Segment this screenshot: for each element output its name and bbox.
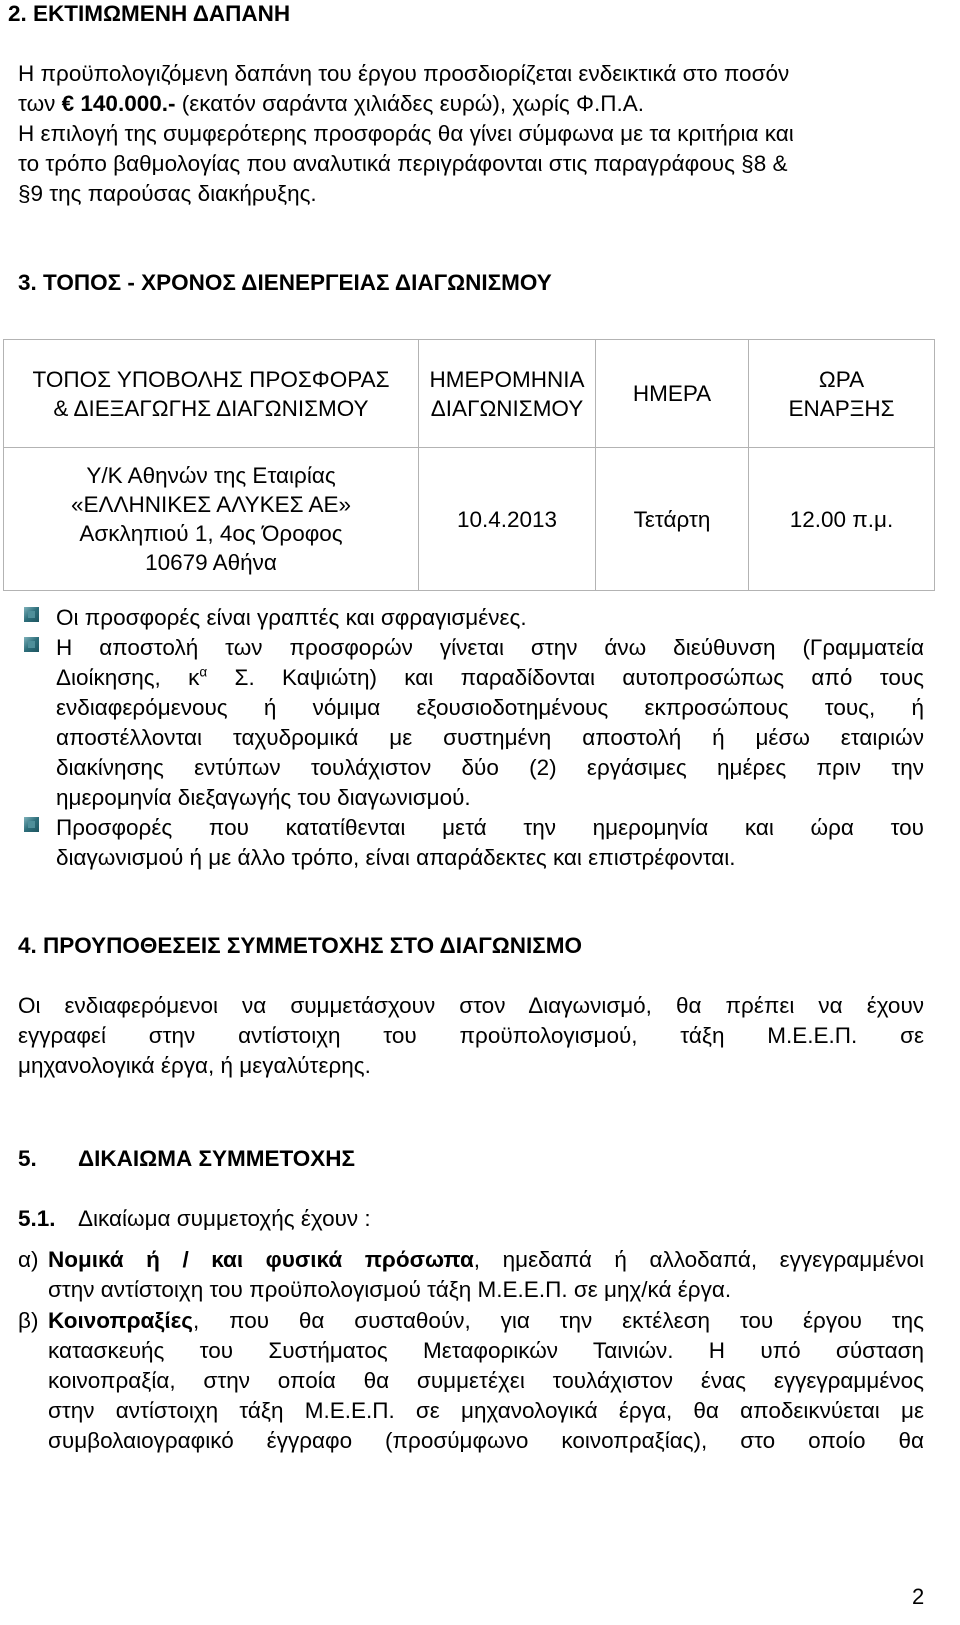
- item-b-line-5: συμβολαιογραφικό έγγραφο (προσύμφωνο κοινοπραξίας), στο οποίο θα: [48, 1428, 924, 1453]
- section-2-heading: 2. ΕΚΤΙΜΩΜΕΝΗ ΔΑΠΑΝΗ: [8, 1, 291, 26]
- header-time: [749, 340, 935, 448]
- item-b-line-4: στην αντίστοιχη τάξη Μ.Ε.Ε.Π. σε μηχανολογικά έργα, θα αποδεικνύεται με: [48, 1398, 924, 1423]
- item-a-line-2: στην αντίστοιχη του προϋπολογισμού τάξη Μ.Ε.Ε.Π. σε μηχ/κά έργα.: [48, 1277, 732, 1302]
- bullet-2-line-1: Η αποστολή των προσφορών γίνεται στην άνω διεύθυνση (Γραμματεία: [56, 635, 924, 660]
- section-2-paragraph-1-line-1: Η προϋπολογιζόμενη δαπάνη του έργου προσδιορίζεται ενδεικτικά στο ποσόν: [18, 61, 790, 86]
- header-date-line-1: ΗΜΕΡΟΜΗΝΙΑ: [429, 366, 585, 392]
- text-span: , ημεδαπά ή αλλοδαπά, εγγεγραμμένοι: [473, 1247, 924, 1272]
- cell-date: 10.4.2013: [419, 448, 596, 591]
- section-2-paragraph-2-line-3: §9 της παρούσας διακήρυξης.: [18, 181, 317, 206]
- item-b-label: β): [18, 1308, 39, 1333]
- bullet-icon: [24, 817, 39, 832]
- table-header-row: [4, 340, 935, 448]
- bullet-2-line-6: ημερομηνία διεξαγωγής του διαγωνισμού.: [56, 785, 471, 810]
- header-place-line-1: ΤΟΠΟΣ ΥΠΟΒΟΛΗΣ ΠΡΟΣΦΟΡΑΣ: [32, 366, 390, 392]
- header-time-line-2: ΕΝΑΡΞΗΣ: [788, 395, 895, 421]
- bullet-3-line-2: διαγωνισμού ή με άλλο τρόπο, είναι απαράδεκτες και επιστρέφονται.: [56, 845, 736, 870]
- bullet-2-line-4: αποστέλλονται ταχυδρομικά με συστημένη αποστολή ή μέσω εταιριών: [56, 725, 924, 750]
- section-5-heading: ΔΙΚΑΙΩΜΑ ΣΥΜΜΕΤΟΧΗΣ: [78, 1146, 356, 1171]
- bullet-1-text: Οι προσφορές είναι γραπτές και σφραγισμένες.: [56, 605, 527, 630]
- cell-place: [4, 448, 419, 591]
- header-place: [4, 340, 419, 448]
- item-b-line-3: κοινοπραξία, στην οποία θα συμμετέχει τουλάχιστον ένας εγγεγραμμένος: [48, 1368, 924, 1393]
- superscript: α: [199, 664, 208, 680]
- place-line-1: Υ/Κ Αθηνών της Εταιρίας: [86, 463, 336, 488]
- cell-day: Τετάρτη: [596, 448, 749, 591]
- text-span: Κοινοπραξίες: [48, 1308, 193, 1333]
- budget-amount: € 140.000.-: [61, 91, 176, 116]
- text-span: (εκατόν σαράντα χιλιάδες ευρώ), χωρίς Φ.Π.Α.: [175, 91, 644, 116]
- cell-time: 12.00 π.μ.: [749, 448, 935, 591]
- section-2-paragraph-2-line-1: Η επιλογή της συμφερότερης προσφοράς θα γίνει σύμφωνα με τα κριτήρια και: [18, 121, 794, 146]
- section-4-line-3: μηχανολογικά έργα, ή μεγαλύτερης.: [18, 1053, 371, 1078]
- subsection-5-1-number: 5.1.: [18, 1206, 56, 1231]
- text-span: Διοίκησης, κ: [56, 665, 200, 690]
- section-4-line-1: Οι ενδιαφερόμενοι να συμμετάσχουν στον Διαγωνισμό, θα πρέπει να έχουν: [18, 993, 924, 1018]
- text-span: των: [18, 91, 62, 116]
- page-number: 2: [912, 1584, 925, 1609]
- bullet-2-line-2: [56, 664, 924, 690]
- bullet-icon: [24, 637, 39, 652]
- table-row: [4, 448, 935, 591]
- header-day: [596, 340, 749, 448]
- subsection-5-1-title: Δικαίωμα συμμετοχής έχουν :: [78, 1206, 371, 1231]
- section-4-line-2: εγγραφεί στην αντίστοιχη του προϋπολογισμού, τάξη Μ.Ε.Ε.Π. σε: [18, 1023, 924, 1048]
- header-date-line-2: ΔΙΑΓΩΝΙΣΜΟΥ: [430, 395, 584, 421]
- item-a-label: α): [18, 1247, 39, 1272]
- place-line-4: 10679 Αθήνα: [145, 550, 277, 575]
- item-b-line-2: κατασκευής του Συστήματος Μεταφορικών Ταινιών. Η υπό σύσταση: [48, 1338, 924, 1363]
- section-4-heading: 4. ΠΡΟΥΠΟΘΕΣΕΙΣ ΣΥΜΜΕΤΟΧΗΣ ΣΤΟ ΔΙΑΓΩΝΙΣΜΟ: [18, 933, 583, 958]
- item-b-line-1: [48, 1310, 924, 1333]
- place-line-3: Ασκληπιού 1, 4ος Όροφος: [79, 521, 343, 546]
- section-2-paragraph-1-line-2: [18, 93, 644, 116]
- header-day-label: ΗΜΕΡΑ: [632, 381, 712, 406]
- text-span: , που θα συσταθούν, για την εκτέλεση του έργου της: [193, 1308, 924, 1333]
- section-5-number: 5.: [18, 1146, 37, 1171]
- header-time-line-1: ΩΡΑ: [818, 366, 865, 392]
- bullet-icon: [24, 607, 39, 622]
- section-3-heading: 3. ΤΟΠΟΣ - ΧΡΟΝΟΣ ΔΙΕΝΕΡΓΕΙΑΣ ΔΙΑΓΩΝΙΣΜΟΥ: [18, 270, 552, 295]
- bullet-2-line-3: ενδιαφερόμενους ή νόμιμα εξουσιοδοτημένους εκπροσώπους τους, ή: [56, 695, 924, 720]
- bullet-3-line-1: Προσφορές που κατατίθενται μετά την ημερομηνία και ώρα του: [56, 815, 924, 840]
- tender-schedule-table: [3, 339, 935, 591]
- section-2-paragraph-2-line-2: το τρόπο βαθμολογίας που αναλυτικά περιγράφονται στις παραγράφους §8 &: [18, 151, 788, 176]
- header-date: [419, 340, 596, 448]
- bullet-2-line-5: διακίνησης εντύπων τουλάχιστον δύο (2) εργάσιμες ημέρες πριν την: [56, 755, 924, 780]
- text-span: Νομικά ή / και φυσικά πρόσωπα: [48, 1247, 474, 1272]
- place-line-2: «ΕΛΛΗΝΙΚΕΣ ΑΛΥΚΕΣ ΑΕ»: [70, 492, 352, 517]
- text-span: Σ. Καψιώτη) και παραδίδονται αυτοπροσώπως από τους: [207, 665, 924, 690]
- item-a-line-1: [48, 1249, 924, 1272]
- header-place-line-2: & ΔΙΕΞΑΓΩΓΗΣ ΔΙΑΓΩΝΙΣΜΟΥ: [53, 395, 369, 421]
